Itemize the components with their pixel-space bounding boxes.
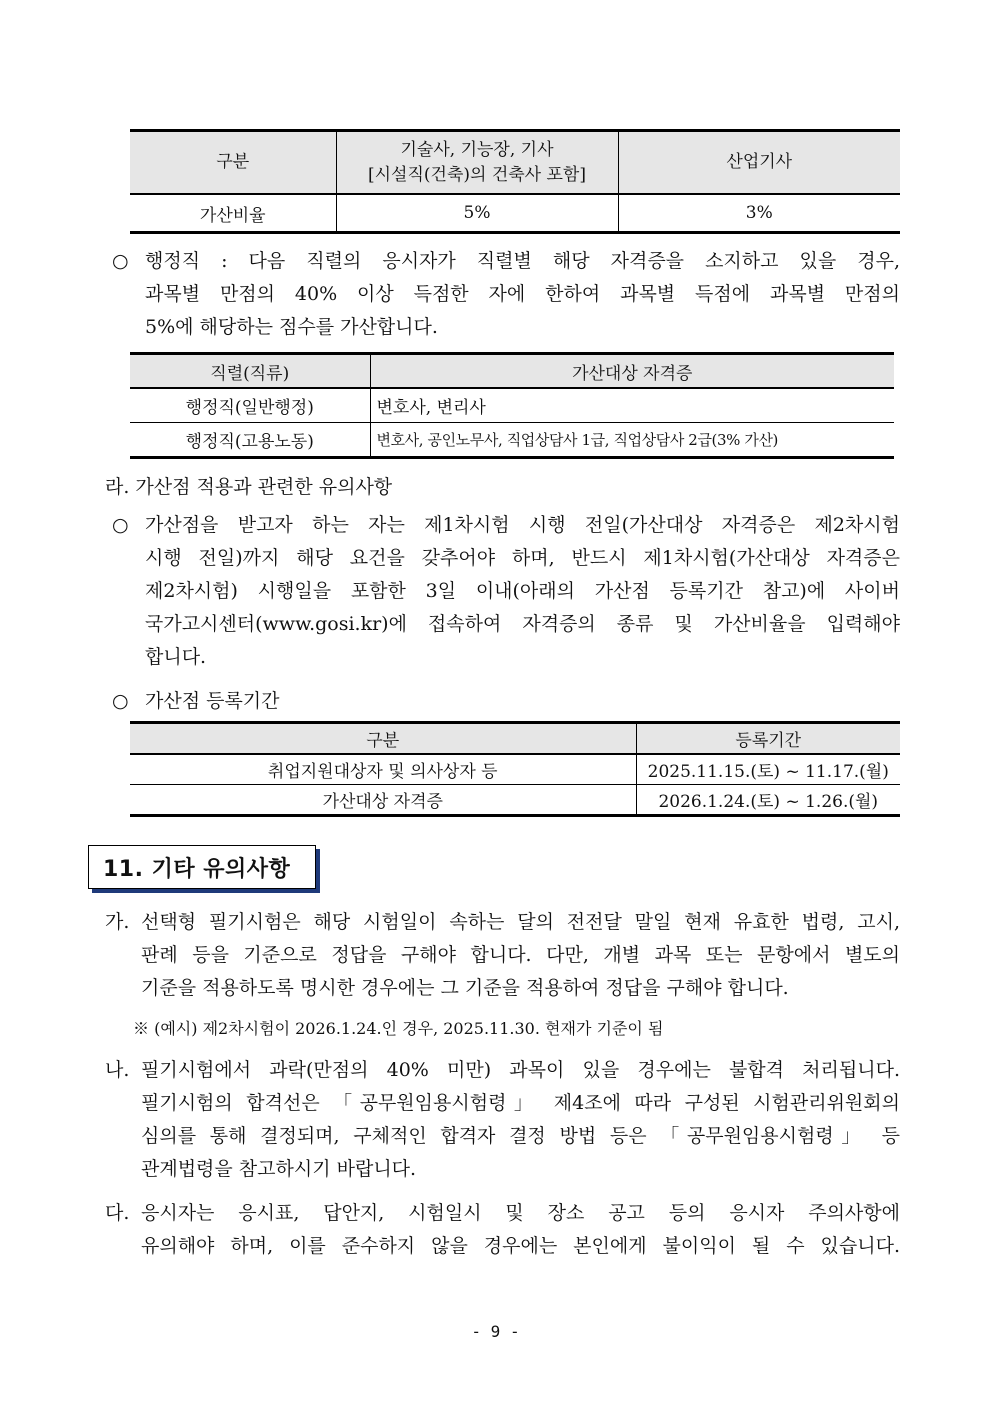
paragraph-line: 판례 등을 기준으로 정답을 구해야 합니다. 다만, 개별 과목 또는 문항에서 별도의 [141, 944, 900, 966]
paragraph-line: 심의를 통해 결정되며, 구체적인 합격자 결정 방법 등은 「공무원임용시험령」 등 [141, 1125, 900, 1147]
table-cell: 행정직(일반행정) [130, 388, 370, 423]
bullet-circle: ○ [112, 250, 129, 272]
page-number: - 9 - [471, 1322, 520, 1341]
table-row [130, 388, 894, 423]
paragraph-line: 행정직 : 다음 직렬의 응시자가 직렬별 해당 자격증을 소지하고 있을 경우, [145, 250, 900, 272]
table-header-cell: 직렬(직류) [130, 354, 370, 389]
item-marker: 가. [105, 911, 130, 933]
table-row [130, 423, 894, 458]
paragraph-line: 과목별 만점의 40% 이상 득점한 자에 한하여 과목별 득점에 과목별 만점의 [145, 283, 900, 305]
admin-certificate-table [130, 352, 894, 459]
paragraph-line: 국가고시센터(www.gosi.kr)에 접속하여 자격증의 종류 및 가산비율을 입력해야 [145, 613, 900, 635]
bullet-circle: ○ [112, 514, 129, 536]
table-cell: 2025.11.15.(토) ~ 11.17.(월) [636, 754, 900, 785]
table-cell: 가산대상 자격증 [322, 792, 443, 812]
table-row [130, 194, 900, 233]
table-cell: 행정직(고용노동) [185, 432, 314, 452]
paragraph-line: 유의해야 하며, 이를 준수하지 않을 경우에는 본인에게 불이익이 될 수 있습니다. [141, 1235, 900, 1257]
table-header-row [130, 354, 894, 389]
table-cell: 취업지원대상자 및 의사상자 등 [130, 754, 636, 785]
bonus-points-paragraph [145, 509, 900, 674]
item-marker: 나. [105, 1059, 130, 1081]
registration-period-table [130, 721, 900, 817]
registration-period-label: 가산점 등록기간 [145, 690, 280, 712]
section-heading-title: 11. 기타 유의사항 [103, 857, 291, 882]
table-header-cell: 구분 [130, 723, 636, 755]
item-marker: 다. [105, 1202, 130, 1224]
table-cell: 3% [618, 194, 900, 233]
paragraph-line: 제2차시험) 시행일을 포함한 3일 이내(아래의 가산점 등록기간 참고)에 사이버 [145, 580, 900, 602]
paragraph-line: 기준을 적용하도록 명시한 경우에는 그 기준을 적용하여 정답을 구해야 합니다. [141, 977, 789, 999]
section-heading-box [88, 845, 316, 889]
table-header-cell: 산업기사 [618, 131, 900, 195]
item-na-paragraph [141, 1054, 900, 1186]
table-header-row [130, 723, 900, 755]
table-cell: 변호사, 공인노무사, 직업상담사 1급, 직업상담사 2급(3% 가산) [370, 423, 894, 458]
admin-bonus-paragraph [145, 245, 900, 344]
paragraph-line: 응시자는 응시표, 답안지, 시험일시 및 장소 공고 등의 응시자 주의사항에 [141, 1202, 900, 1224]
example-note: ※ (예시) 제2차시험이 2026.1.24.인 경우, 2025.11.30. 현재가 기준이 됨 [133, 1019, 664, 1038]
item-da-paragraph [141, 1197, 900, 1263]
paragraph-line: 선택형 필기시험은 해당 시험일이 속하는 달의 전전달 말일 현재 유효한 법령, 고시, [141, 911, 900, 933]
table-row [130, 754, 900, 785]
table-header-row [130, 131, 900, 195]
table-cell: 2026.1.24.(토) ~ 1.26.(월) [636, 785, 900, 816]
paragraph-line: 관계법령을 참고하시기 바랍니다. [141, 1158, 417, 1180]
paragraph-line: 필기시험에서 과락(만점의 40% 미만) 과목이 있을 경우에는 불합격 처리됩니다. [141, 1059, 900, 1081]
paragraph-line: 5%에 해당하는 점수를 가산합니다. [145, 316, 438, 338]
bullet-circle: ○ [112, 690, 129, 712]
section-heading-ra: 라. 가산점 적용과 관련한 유의사항 [105, 476, 393, 498]
table-row [130, 785, 900, 816]
table-header-cell: 등록기간 [636, 723, 900, 755]
bonus-rate-table [130, 129, 900, 234]
table-header-cell: 구분 [130, 131, 336, 195]
table-header-cell: 가산대상 자격증 [370, 354, 894, 389]
paragraph-line: 시행 전일)까지 해당 요건을 갖추어야 하며, 반드시 제1차시험(가산대상 자격증은 [145, 547, 900, 569]
item-ga-paragraph [141, 906, 900, 1005]
table-header-cell [336, 131, 618, 195]
paragraph-line: 필기시험의 합격선은 「공무원임용시험령」 제4조에 따라 구성된 시험관리위원회의 [141, 1092, 900, 1114]
header-line: 기술사, 기능장, 기사 [400, 139, 554, 160]
table-cell: 변호사, 변리사 [370, 388, 894, 423]
header-line: [시설직(건축)의 건축사 포함] [368, 164, 586, 185]
paragraph-line: 가산점을 받고자 하는 자는 제1차시험 시행 전일(가산대상 자격증은 제2차시험 [145, 514, 900, 536]
paragraph-line: 합니다. [145, 646, 207, 668]
table-cell: 5% [336, 194, 618, 233]
table-cell: 가산비율 [199, 205, 266, 226]
